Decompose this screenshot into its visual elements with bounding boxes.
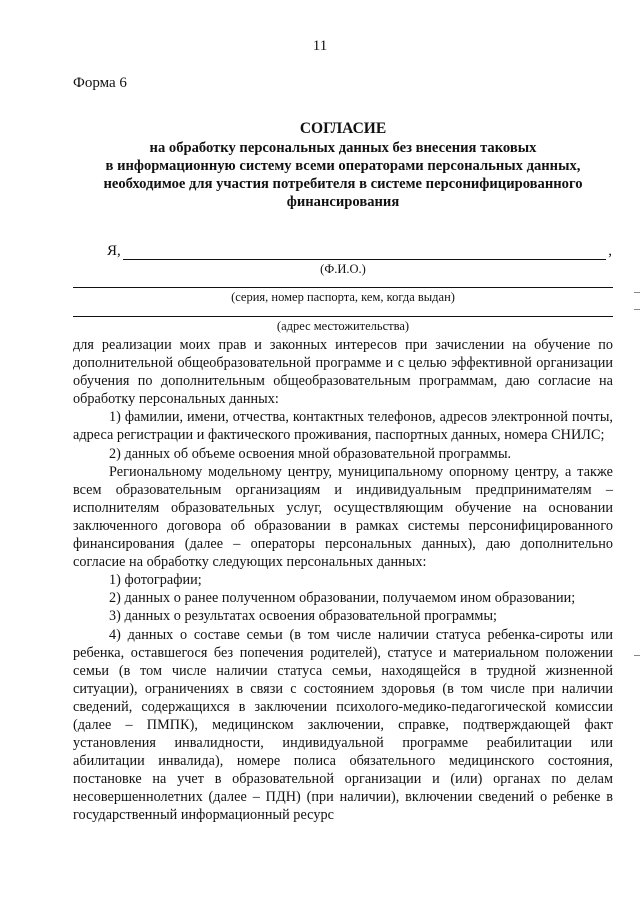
- title-line: в информационную систему всеми операторами персональных данных,: [105, 158, 581, 174]
- fio-blank-line: [123, 245, 606, 260]
- passport-caption: (серия, номер паспорта, кем, когда выдан): [231, 290, 455, 304]
- paragraph: для реализации моих прав и законных интересов при зачислении на обучение по дополнительной общеобразовательной программе и с целью эффективной организации обучения по дополнительным общеобразовательным программам, даю согласие на обработку персональных данных:: [73, 337, 613, 408]
- title-line: финансирования: [286, 194, 400, 210]
- title-line: необходимое для участия потребителя в системе персонифицированного: [103, 176, 583, 192]
- page-number: 11: [312, 38, 328, 54]
- document-title: [73, 120, 613, 211]
- paragraph: 2) данных об объеме освоения мной образовательной программы.: [109, 445, 512, 462]
- address-line: [73, 316, 613, 317]
- scan-edge-mark: [634, 292, 640, 293]
- paragraph: 2) данных о ранее полученном образовании, получаемом ином образовании;: [109, 590, 576, 607]
- fio-caption: (Ф.И.О.): [320, 262, 366, 276]
- paragraph: 4) данных о составе семьи (в том числе наличии статуса ребенка-сироты или ребенка, оставшегося без попечения родителей), статусе и материальном положении семьи (в том числе наличии статуса семьи, находящейся в трудной жизненной ситуации), ограничениях в связи с состоянием здоровья (в том числе при наличии сведений, содержащихся в заключении психолого-медико-педагогической комиссии (далее – ПМПК), медицинском заключении, справке, подтверждающей факт установления инвалидности, индивидуальной программе реабилитации или абилитации инвалида), номере полиса обязательного медицинского состояния, постановке на учет в образовательной организации и (или) органах по делам несовершеннолетних (далее – ПДН) (при наличии), включении сведений о ребенке в государственный информационный ресурс: [73, 626, 613, 824]
- paragraph: Региональному модельному центру, муниципальному опорному центру, а также всем образовательным организациям и индивидуальным предпринимателям – исполнителям образовательных услуг, осуществляющим обучение на основании заключенного договора об образовании в рамках системы персонифицированного финансирования (далее – операторы персональных данных), даю дополнительно согласие на обработку следующих персональных данных:: [73, 463, 613, 571]
- fio-row: [107, 243, 612, 260]
- scan-edge-mark: [634, 655, 640, 656]
- fio-suffix: ,: [608, 243, 612, 259]
- paragraph: 1) фотографии;: [109, 572, 202, 589]
- form-label: Форма 6: [73, 75, 127, 91]
- body-text: [73, 336, 613, 825]
- scan-edge-mark: [634, 309, 640, 310]
- title-line: на обработку персональных данных без внесения таковых: [149, 140, 537, 156]
- paragraph: 1) фамилии, имени, отчества, контактных телефонов, адресов электронной почты, адреса регистрации и фактического проживания, паспортных данных, номера СНИЛС;: [73, 409, 613, 444]
- title-main: СОГЛАСИЕ: [299, 120, 387, 137]
- passport-line: [73, 287, 613, 288]
- fio-prefix: Я,: [107, 243, 121, 259]
- paragraph: 3) данных о результатах освоения образовательной программы;: [109, 608, 498, 625]
- address-caption: (адрес местожительства): [276, 319, 410, 333]
